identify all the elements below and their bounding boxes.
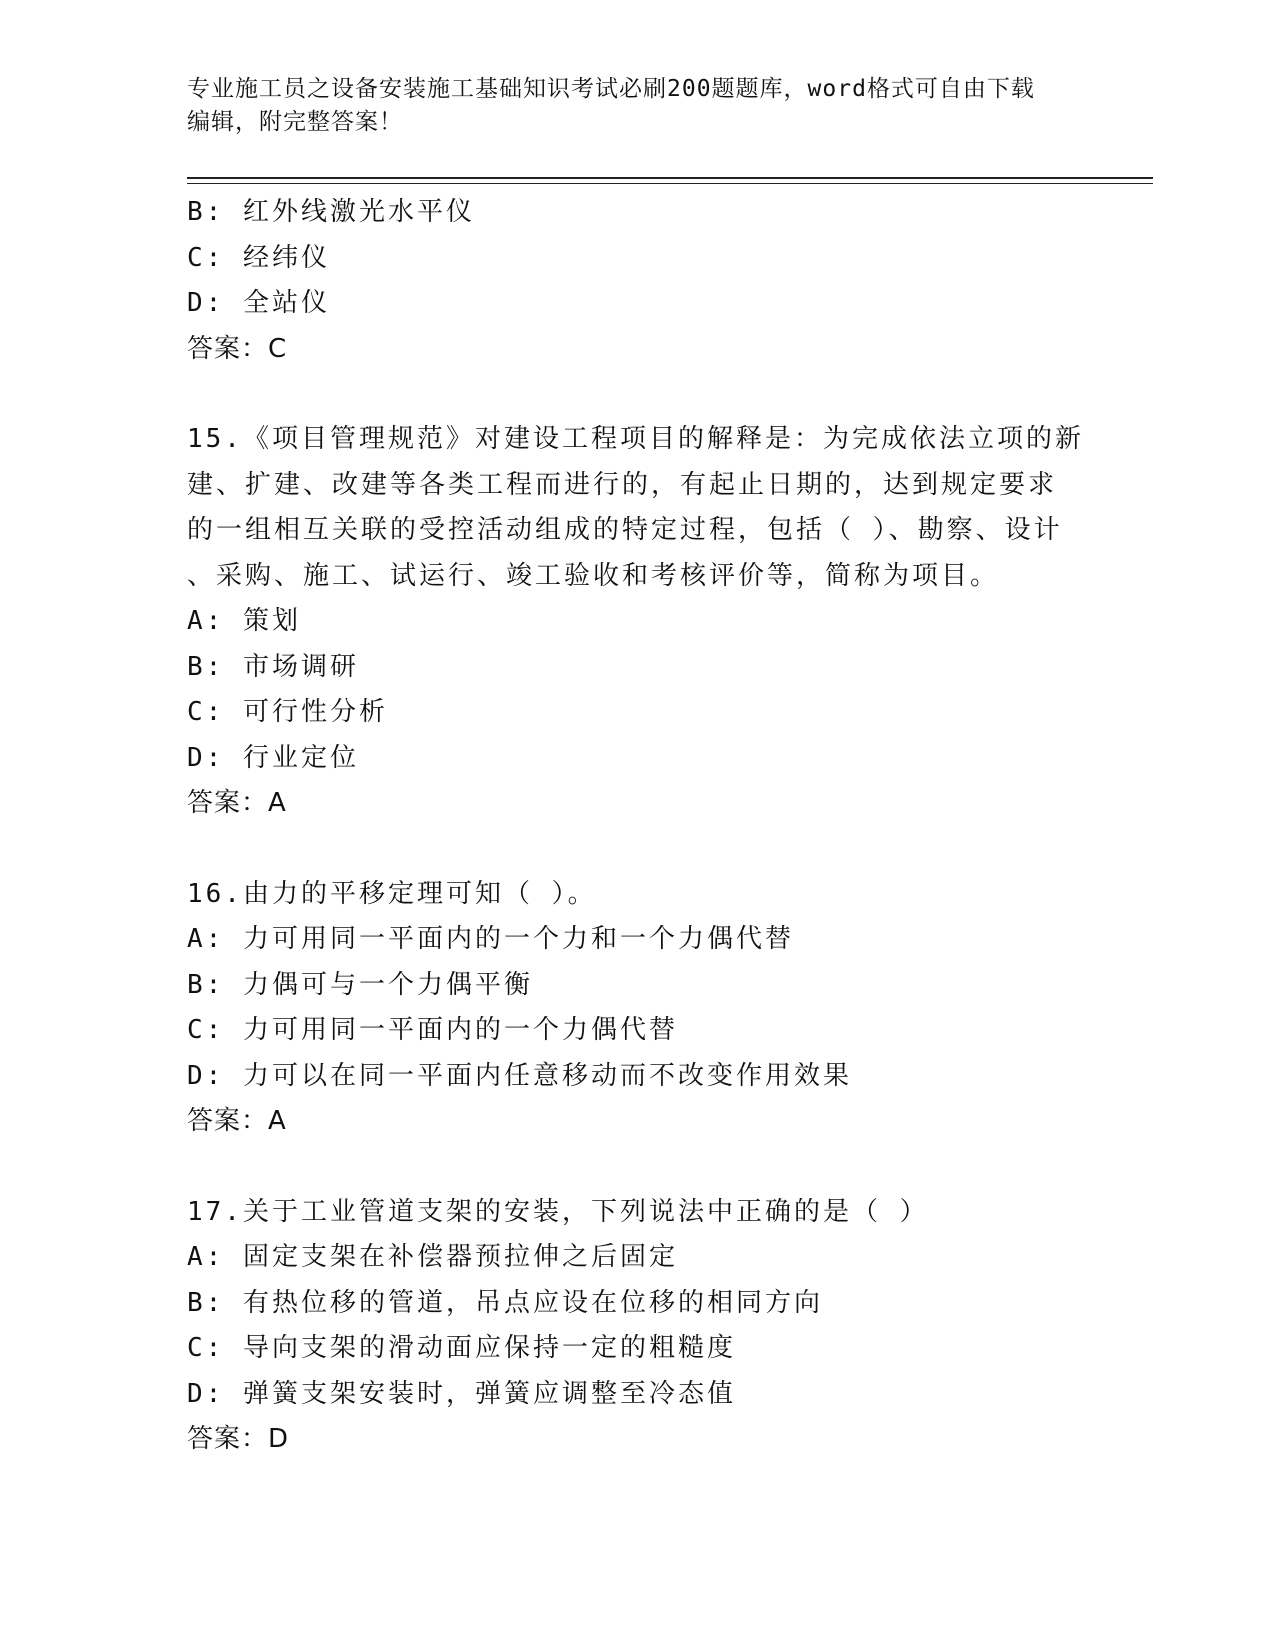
header-line-2: 编辑，附完整答案！ <box>187 109 403 135</box>
header-rule-thick <box>187 177 1153 179</box>
option-a: A: 策划 <box>187 606 301 636</box>
document-header <box>187 73 1067 139</box>
option-b: B: 力偶可与一个力偶平衡 <box>187 969 533 1000</box>
question-17 <box>187 1190 1087 1463</box>
question-stem-line: 、采购、施工、试运行、竣工验收和考核评价等，简称为项目。 <box>187 560 1000 591</box>
option-d: D: 力可以在同一平面内任意移动而不改变作用效果 <box>187 1060 852 1091</box>
question-stem-line: 建、扩建、改建等各类工程而进行的，有起止日期的，达到规定要求 <box>187 469 1058 500</box>
answer-line: 答案：D <box>187 1424 290 1454</box>
option-b: B: 有热位移的管道，吊点应设在位移的相同方向 <box>187 1287 823 1318</box>
spacer <box>187 827 1087 872</box>
option-a: A: 力可用同一平面内的一个力和一个力偶代替 <box>187 924 794 954</box>
option-d: D: 行业定位 <box>187 742 359 773</box>
question-15 <box>187 417 1087 827</box>
question-list <box>187 190 1087 1463</box>
option-b: B: 市场调研 <box>187 651 359 682</box>
option-a: A: 固定支架在补偿器预拉伸之后固定 <box>187 1242 678 1272</box>
question-16 <box>187 872 1087 1145</box>
option-c: C: 可行性分析 <box>187 697 388 727</box>
option-c: C: 导向支架的滑动面应保持一定的粗糙度 <box>187 1333 736 1363</box>
question-stem-line: 15.《项目管理规范》对建设工程项目的解释是：为完成依法立项的新 <box>187 424 1084 454</box>
question-stem-line: 17.关于工业管道支架的安装，下列说法中正确的是（ ） <box>187 1196 929 1227</box>
question-stem-line: 16.由力的平移定理可知（ ）。 <box>187 878 597 909</box>
header-rule-thin <box>187 183 1153 184</box>
spacer <box>187 1145 1087 1190</box>
option-b: B: 红外线激光水平仪 <box>187 197 475 227</box>
answer-line: 答案：A <box>187 788 287 818</box>
option-c: C: 经纬仪 <box>187 242 330 273</box>
option-d: D: 全站仪 <box>187 288 330 318</box>
spacer <box>187 372 1087 417</box>
question-stem-line: 的一组相互关联的受控活动组成的特定过程，包括（ ）、勘察、设计 <box>187 515 1063 545</box>
header-line-1: 专业施工员之设备安装施工基础知识考试必刷200题题库，word格式可自由下载 <box>187 76 1035 102</box>
option-d: D: 弹簧支架安装时，弹簧应调整至冷态值 <box>187 1378 736 1409</box>
question-14-continuation <box>187 190 1087 372</box>
answer-line: 答案：C <box>187 333 288 364</box>
option-c: C: 力可用同一平面内的一个力偶代替 <box>187 1015 678 1045</box>
answer-line: 答案：A <box>187 1106 287 1136</box>
